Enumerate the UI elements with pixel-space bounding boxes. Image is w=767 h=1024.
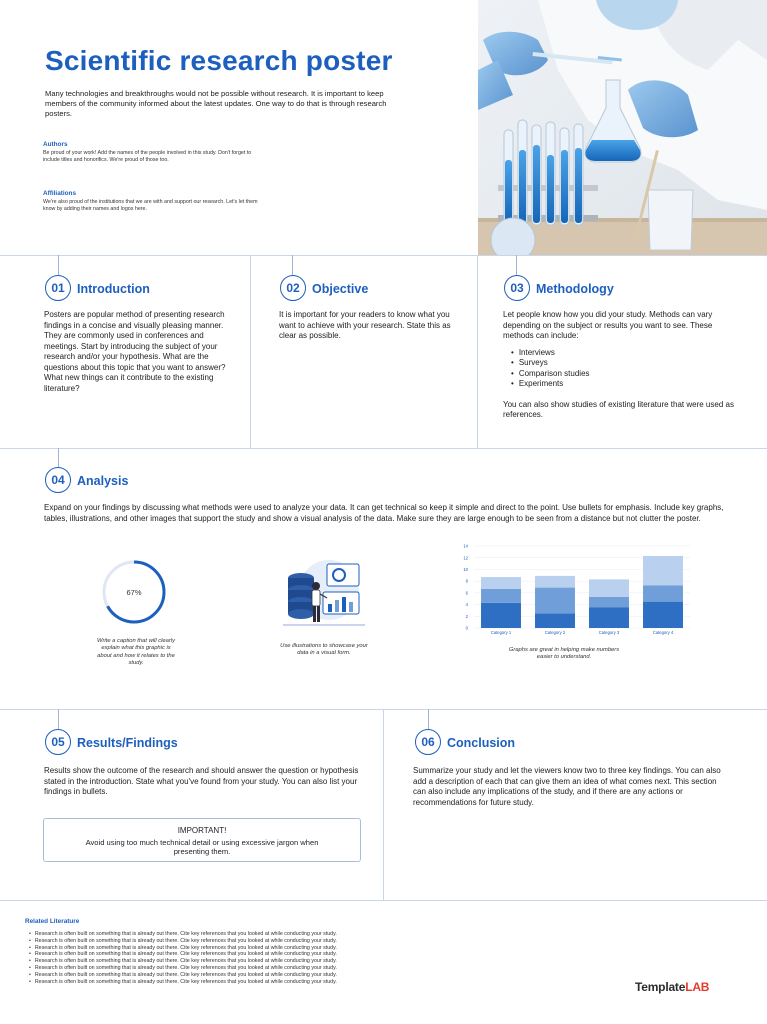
literature-list <box>29 931 337 985</box>
authors-block <box>43 141 258 164</box>
x-tick-label: Category 4 <box>652 630 674 635</box>
divider-h4 <box>0 900 767 901</box>
bar-segment <box>535 613 575 628</box>
poster-title: Scientific research poster <box>45 45 393 76</box>
section-number: 06 <box>415 729 441 755</box>
list-item: • Comparison studies <box>511 369 739 380</box>
important-callout <box>43 818 361 862</box>
y-tick-label: 14 <box>463 543 468 549</box>
stacked-bar-chart <box>458 540 698 640</box>
connector <box>58 448 59 468</box>
bar-segment <box>481 577 521 589</box>
bar-segment <box>589 608 629 629</box>
results-title: Results/Findings <box>77 736 178 750</box>
methodology-text-2: You can also show studies of existing literature that were used as references. <box>503 399 734 419</box>
divider-v3 <box>383 709 384 900</box>
y-tick-label: 4 <box>465 602 468 608</box>
y-tick-label: 8 <box>465 578 468 584</box>
divider-h1 <box>0 255 767 256</box>
methodology-title: Methodology <box>536 282 614 296</box>
important-heading: IMPORTANT! <box>177 826 227 835</box>
bar-segment <box>481 603 521 628</box>
connector <box>516 255 517 275</box>
list-item: • Research is often built on something that is already out there. Cite key references that you looked at while conducting your study. <box>29 951 337 958</box>
y-tick-label: 10 <box>463 567 468 573</box>
list-item: • Interviews <box>511 348 739 359</box>
y-tick-label: 12 <box>463 555 468 561</box>
x-tick-label: Category 2 <box>544 630 566 635</box>
logo-part-2: LAB <box>685 980 710 994</box>
list-item: • Research is often built on something that is already out there. Cite key references that you looked at while conducting your study. <box>29 938 337 945</box>
lab-photo <box>478 0 767 255</box>
bar-segment <box>643 585 683 601</box>
connector <box>58 709 59 729</box>
authors-heading: Authors <box>43 141 68 148</box>
bar-segment <box>643 556 683 585</box>
methodology-body <box>503 310 739 421</box>
divider-v2 <box>477 255 478 448</box>
methods-list <box>511 348 739 390</box>
results-text: Results show the outcome of the research and should answer the question or hypothesis stated in the introduction. State what you've found from your study. You can also list your findings in bullets. <box>44 766 359 796</box>
important-text: Avoid using too much technical detail or using excessive jargon when presenting them. <box>85 837 319 856</box>
section-number: 02 <box>280 275 306 301</box>
poster-intro: Many technologies and breakthroughs would not be possible without research. It is important to keep members of the community informed about the latest updates. One way to do that is through research posters. <box>45 89 387 118</box>
list-item: • Research is often built on something that is already out there. Cite key references that you looked at while conducting your study. <box>29 945 337 952</box>
divider-h2 <box>0 448 767 449</box>
methodology-text: Let people know how you did your study. Methods can vary depending on the subject or results you want to see. These methods can include: <box>503 310 713 340</box>
connector <box>292 255 293 275</box>
donut-caption: Write a caption that will clearly explain what this graphic is about and how it relates to the study. <box>97 638 175 667</box>
list-item: • Research is often built on something that is already out there. Cite key references that you looked at while conducting your study. <box>29 965 337 972</box>
objective-text: It is important for your readers to know what you want to achieve with your research. State this as clear as possible. <box>279 310 451 340</box>
bar-segment <box>589 579 629 597</box>
list-item: • Surveys <box>511 358 739 369</box>
affiliations-heading: Affiliations <box>43 190 77 197</box>
chart-caption: Graphs are great in helping make numbers easier to understand. <box>508 647 620 661</box>
y-tick-label: 0 <box>465 625 468 631</box>
conclusion-title: Conclusion <box>447 736 516 750</box>
section-number: 05 <box>45 729 71 755</box>
list-item: • Research is often built on something that is already out there. Cite key references that you looked at while conducting your study. <box>29 958 337 965</box>
divider-v1 <box>250 255 251 448</box>
introduction-title: Introduction <box>77 282 150 296</box>
list-item: • Research is often built on something that is already out there. Cite key references that you looked at while conducting your study. <box>29 931 337 938</box>
bar-segment <box>643 602 683 628</box>
connector <box>428 709 429 729</box>
y-tick-label: 2 <box>465 613 468 619</box>
data-illustration <box>283 556 365 636</box>
section-number: 03 <box>504 275 530 301</box>
bar-segment <box>535 576 575 588</box>
authors-text: Be proud of your work! Add the names of the people involved in this study. Don't forget to include titles and honorifics. We're proud of those too. <box>43 150 252 163</box>
donut-label: 67% <box>126 588 142 597</box>
analysis-title: Analysis <box>77 474 129 488</box>
objective-title: Objective <box>312 282 369 296</box>
templatelab-logo <box>635 980 709 994</box>
affiliations-text: We're also proud of the institutions that we are with and support our research. Let's let them know by adding their names and logos here. <box>43 199 258 212</box>
list-item: • Experiments <box>511 379 739 390</box>
y-tick-label: 6 <box>465 590 468 596</box>
bar-segment <box>535 588 575 614</box>
analysis-text: Expand on your findings by discussing what methods were used to analyze your data. It can get technical so keep it simple and direct to the point. Use bullets for emphasis. Include key graphs, tables, illustrations, and other images that support the study and show a visual analysis of the data. Make sure they are large enough to be seen from a distance but not clutter the poster. <box>44 503 724 523</box>
percentage-donut <box>100 558 168 626</box>
list-item: • Research is often built on something that is already out there. Cite key references that you looked at while conducting your study. <box>29 979 337 986</box>
connector <box>58 255 59 275</box>
list-item: • Research is often built on something that is already out there. Cite key references that you looked at while conducting your study. <box>29 972 337 979</box>
conclusion-text: Summarize your study and let the viewers know two to three key findings. You can also add a description of each that can give them an idea of what comes next. This section can also include any implications of the study, and if there are any actions or recommendations for future study. <box>413 766 721 807</box>
x-tick-label: Category 1 <box>490 630 512 635</box>
bar-segment <box>589 597 629 608</box>
section-number: 01 <box>45 275 71 301</box>
introduction-text: Posters are popular method of presenting research findings in a concise and visually pleasing manner. They are commonly used in conferences and meetings. Start by introducing the subject of your research and/or your hypothesis. What are the questions about this topic that you want to answer? What new things can it contribute to the existing literature? <box>44 310 226 393</box>
x-tick-label: Category 3 <box>598 630 620 635</box>
literature-heading: Related Literature <box>25 918 80 925</box>
logo-part-1: Template <box>635 980 686 994</box>
illustration-caption: Use illustrations to showcase your data in a visual form. <box>280 643 368 657</box>
section-number: 04 <box>45 467 71 493</box>
bar-segment <box>481 589 521 603</box>
affiliations-block <box>43 190 258 213</box>
